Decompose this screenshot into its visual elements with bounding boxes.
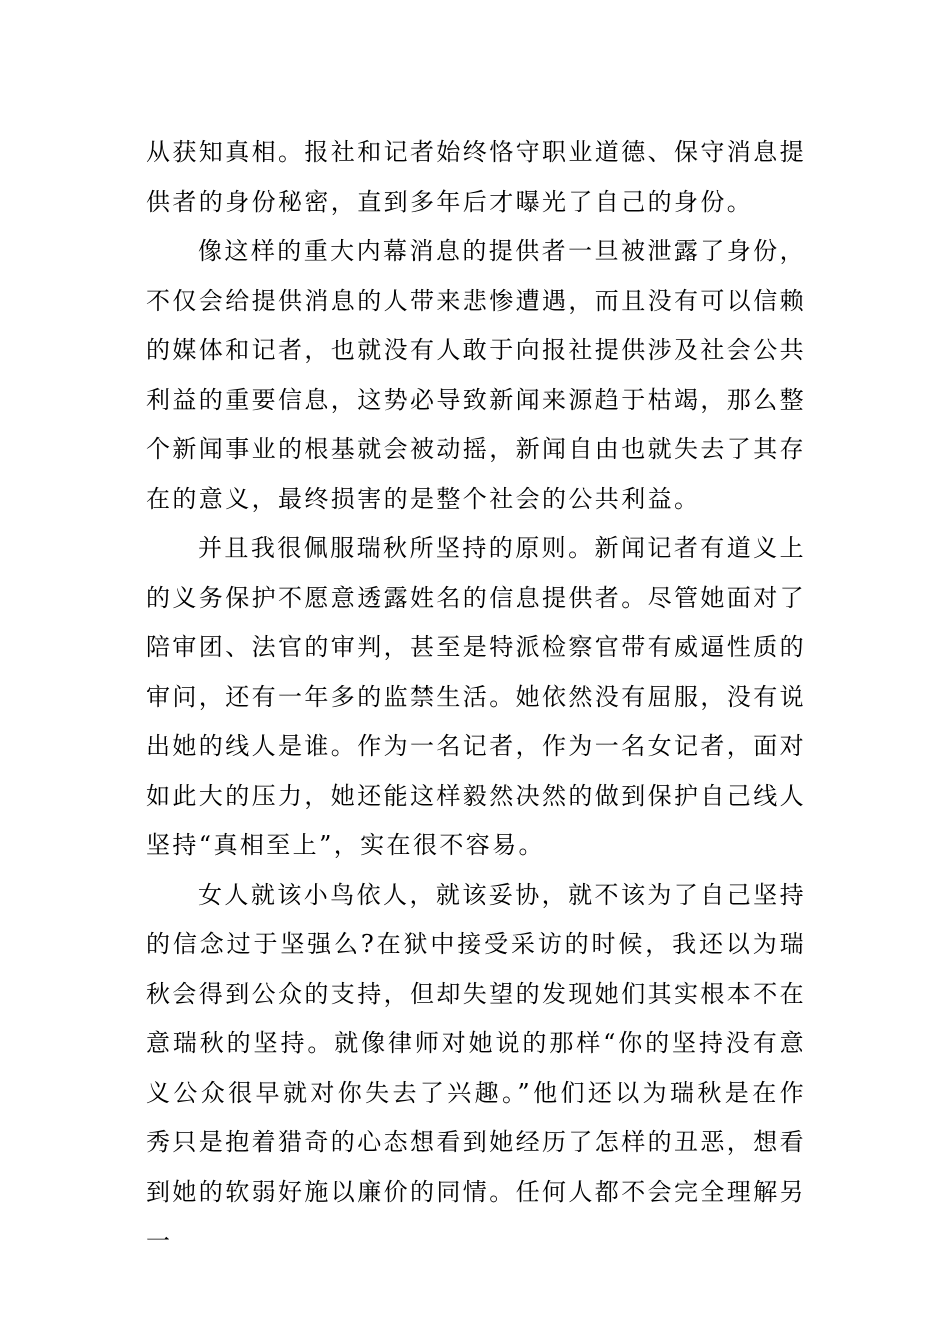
paragraph-1: 从获知真相。报社和记者始终恪守职业道德、保守消息提供者的身份秘密，直到多年后才曝光了自己的身份。 bbox=[146, 138, 806, 216]
document-page bbox=[146, 128, 806, 1267]
paragraph-2: 像这样的重大内幕消息的提供者一旦被泄露了身份，不仅会给提供消息的人带来悲惨遭遇，而且没有可以信赖的媒体和记者，也就没有人敢于向报社提供涉及社会公共利益的重要信息，这势必导致新闻来源趋于枯竭，那么整个新闻事业的根基就会被动摇，新闻自由也就失去了其存在的意义，最终损害的是整个社会的公共利益。 bbox=[146, 237, 806, 513]
paragraph-4: 女人就该小鸟依人，就该妥协，就不该为了自己坚持的信念过于坚强么?在狱中接受采访的时候，我还以为瑞秋会得到公众的支持，但却失望的发现她们其实根本不在意瑞秋的坚持。就像律师对她说的那样“你的坚持没有意义公众很早就对你失去了兴趣。”他们还以为瑞秋是在作秀只是抱着猎奇的心态想看到她经历了怎样的丑恶，想看到她的软弱好施以廉价的同情。任何人都不会完全理解另一 bbox=[146, 880, 806, 1255]
paragraph-3: 并且我很佩服瑞秋所坚持的原则。新闻记者有道义上的义务保护不愿意透露姓名的信息提供者。尽管她面对了陪审团、法官的审判，甚至是特派检察官带有威逼性质的审问，还有一年多的监禁生活。她依然没有屈服，没有说出她的线人是谁。作为一名记者，作为一名女记者，面对如此大的压力，她还能这样毅然决然的做到保护自己线人坚持“真相至上”，实在很不容易。 bbox=[146, 534, 806, 859]
